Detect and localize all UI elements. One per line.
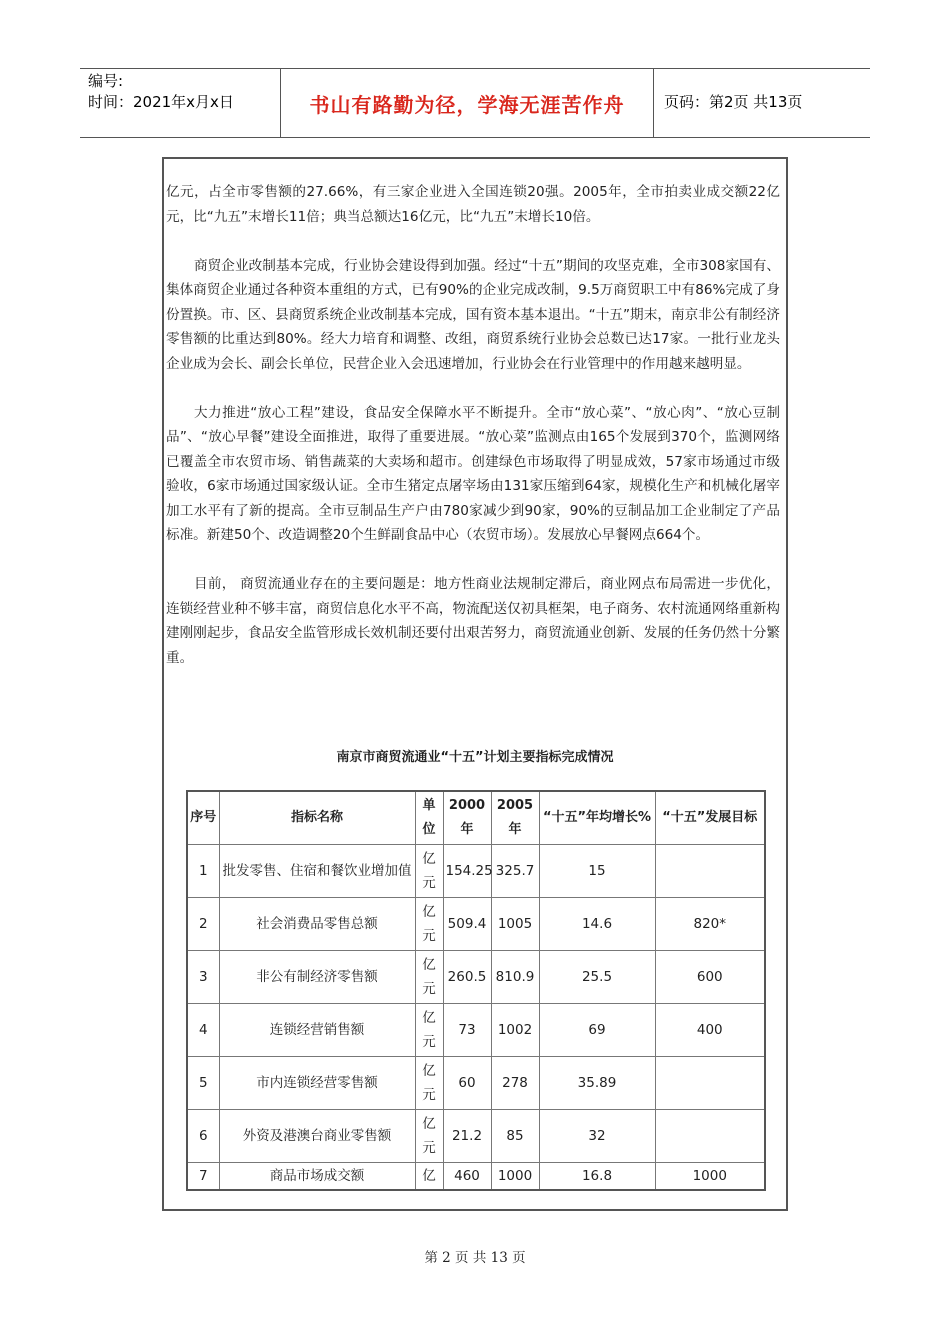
paragraph: 目前， 商贸流通业存在的主要问题是：地方性商业法规制定滞后，商业网点布局需进一步优化，连锁经营业种不够丰富，商贸信息化水平不高，物流配送仅初具框架，电子商务、农村流通网络重新构建刚刚起步，食品安全监管形成长效机制还要付出艰苦努力，商贸流通业创新、发展的任务仍然十分繁重。	[166, 576, 780, 666]
cell-unit: 亿元	[415, 845, 443, 898]
cell-name: 外资及港澳台商业零售额	[219, 1110, 415, 1163]
paragraph: 大力推进“放心工程”建设，食品安全保障水平不断提升。全市“放心菜”、“放心肉”、“放心豆制品”、“放心早餐”建设全面推进，取得了重要进展。“放心菜”监测点由165个发展到370个，监测网络已覆盖全市农贸市场、销售蔬菜的大卖场和超市。创建绿色市场取得了明显成效，57家市场通过市级验收，6家市场通过国家级认证。全市生猪定点屠宰场由131家压缩到64家，规模化生产和机械化屠宰加工水平有了新的提高。全市豆制品生产户由780家减少到90家，90%的豆制品加工企业制定了产品标准。新建50个、改造调整20个生鲜副食品中心（农贸市场）。发展放心早餐网点664个。	[166, 404, 780, 543]
paragraph: 亿元，占全市零售额的27.66%，有三家企业进入全国连锁20强。2005年，全市拍卖业成交额22亿元，比“九五”末增长11倍；典当总额达16亿元，比“九五”末增长10倍。	[166, 184, 780, 225]
cell-growth: 35.89	[539, 1057, 655, 1110]
cell-target	[655, 845, 765, 898]
cell-target: 1000	[655, 1163, 765, 1191]
header-page-info: 页码：第2页 共13页	[664, 93, 803, 111]
cell-2005: 1002	[491, 1004, 539, 1057]
header-no: 序号	[187, 791, 219, 845]
header-2005: 2005年	[491, 791, 539, 845]
cell-2005: 278	[491, 1057, 539, 1110]
table-row	[187, 898, 765, 951]
cell-unit: 亿元	[415, 951, 443, 1004]
table-row	[187, 1163, 765, 1191]
cell-no: 3	[187, 951, 219, 1004]
cell-name: 连锁经营销售额	[219, 1004, 415, 1057]
cell-2000: 460	[443, 1163, 491, 1191]
cell-no: 2	[187, 898, 219, 951]
table-row	[187, 1110, 765, 1163]
table-row	[187, 951, 765, 1004]
cell-no: 6	[187, 1110, 219, 1163]
table-row	[187, 845, 765, 898]
cell-2000: 509.4	[443, 898, 491, 951]
cell-2005: 325.7	[491, 845, 539, 898]
cell-2000: 60	[443, 1057, 491, 1110]
cell-growth: 25.5	[539, 951, 655, 1004]
cell-name: 社会消费品零售总额	[219, 898, 415, 951]
cell-target	[655, 1110, 765, 1163]
cell-unit: 亿元	[415, 898, 443, 951]
cell-no: 5	[187, 1057, 219, 1110]
cell-no: 1	[187, 845, 219, 898]
cell-name: 非公有制经济零售额	[219, 951, 415, 1004]
paragraph: 商贸企业改制基本完成，行业协会建设得到加强。经过“十五”期间的攻坚克难，全市308家国有、集体商贸企业通过各种资本重组的方式，已有90%的企业完成改制，9.5万商贸职工中有86%完成了身份置换。市、区、县商贸系统企业改制基本完成，国有资本基本退出。“十五”期末，南京非公有制经济零售额的比重达到80%。经大力培育和调整、改组，商贸系统行业协会总数已达17家。一批行业龙头企业成为会长、副会长单位，民营企业入会迅速增加，行业协会在行业管理中的作用越来越明显。	[166, 257, 780, 372]
table-row	[187, 1004, 765, 1057]
header-unit: 单位	[415, 791, 443, 845]
code-label: 编号:	[88, 72, 124, 90]
cell-growth: 69	[539, 1004, 655, 1057]
cell-target: 600	[655, 951, 765, 1004]
cell-target: 400	[655, 1004, 765, 1057]
cell-unit: 亿元	[415, 1057, 443, 1110]
cell-unit: 亿元	[415, 1110, 443, 1163]
cell-2005: 1005	[491, 898, 539, 951]
cell-2005: 810.9	[491, 951, 539, 1004]
header-meta	[88, 71, 278, 113]
cell-name: 批发零售、住宿和餐饮业增加值	[219, 845, 415, 898]
cell-name: 商品市场成交额	[219, 1163, 415, 1191]
cell-2000: 21.2	[443, 1110, 491, 1163]
cell-target: 820*	[655, 898, 765, 951]
table-row	[187, 1057, 765, 1110]
cell-no: 7	[187, 1163, 219, 1191]
header-growth: “十五”年均增长%	[539, 791, 655, 845]
cell-2000: 260.5	[443, 951, 491, 1004]
page-header	[80, 68, 870, 138]
cell-unit: 亿	[415, 1163, 443, 1191]
cell-name: 市内连锁经营零售额	[219, 1057, 415, 1110]
cell-growth: 32	[539, 1110, 655, 1163]
header-2000: 2000年	[443, 791, 491, 845]
cell-2000: 154.25	[443, 845, 491, 898]
cell-unit: 亿元	[415, 1004, 443, 1057]
body-text	[166, 180, 780, 695]
time-label: 时间：2021年x月x日	[88, 93, 234, 111]
page-footer: 第 2 页 共 13 页	[424, 1250, 526, 1266]
cell-2000: 73	[443, 1004, 491, 1057]
cell-no: 4	[187, 1004, 219, 1057]
table-title: 南京市商贸流通业“十五”计划主要指标完成情况	[336, 750, 614, 765]
cell-2005: 1000	[491, 1163, 539, 1191]
cell-target	[655, 1057, 765, 1110]
cell-growth: 16.8	[539, 1163, 655, 1191]
header-target: “十五”发展目标	[655, 791, 765, 845]
indicator-table	[186, 790, 766, 1191]
cell-growth: 15	[539, 845, 655, 898]
header-name: 指标名称	[219, 791, 415, 845]
table-header-row	[187, 791, 765, 845]
header-motto: 书山有路勤为径，学海无涯苦作舟	[309, 92, 625, 117]
cell-2005: 85	[491, 1110, 539, 1163]
cell-growth: 14.6	[539, 898, 655, 951]
header-divider	[653, 69, 654, 137]
